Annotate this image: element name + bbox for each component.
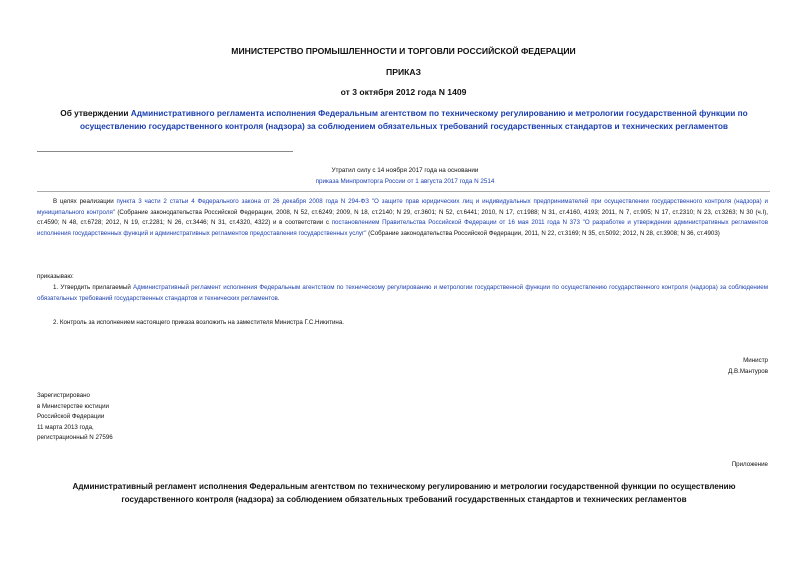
item-1-text-b: . [277,294,280,302]
order-word: приказываю: [37,273,74,280]
order-title [36,107,772,133]
appendix-label: Приложение [731,461,768,468]
item-2: 2. Контроль за исполнением настоящего приказа возложить на заместителя Министра Г.С.Никитина. [53,319,345,326]
status-link[interactable]: приказа Минпромторга России от 1 августа 2017 года N 2514 [315,178,495,185]
signer-name: Д.В.Мантуров [728,368,768,375]
registration-line: 11 марта 2013 года, [37,423,94,431]
p1-text-c: (Собрание законодательства Российской Федерации, 2011, N 22, ст.3169; N 35, ст.5092; 2012, N 28, ст.3908; N 36, ст.4903) [366,229,720,237]
signer-position: Министр [743,357,768,364]
divider-long [37,191,770,192]
decree-373-link[interactable]: постановлением Правительства Российской Федерации от 16 мая 2011 года N 373 "О разработке и утверждении административных регламентов исполнения государственных функций и административных регламентов предоставления государственных услуг" [37,219,768,237]
p1-text-b: (Собрание законодательства Российской Федерации, 2008, N 52, ст.6249; 2009, N 18, ст.2140; N 29, ст.3601; N 52, ст.6441; 2010, N 17, ст.1988; N 31, ст.4160, 4193; 2011, N 7, ст.905; N 17, ст.2310; N 23, ст.3263; N 30 (ч.I), ст.4590; N 48, ст.6728; 2012, N 19, ст.2281; N 26, ст.3446; N 31, ст.4320, 4322) и в соответствии с [37,208,768,226]
p1-text-a: В целях реализации [53,198,117,205]
appendix-title: Административный регламент исполнения Федеральным агентством по техническому регулированию и метрологии государственной функции по осуществлению государственного контроля (надзора) за соблюдением обязательных требований государственных стандартов и технических регламентов [72,482,736,504]
status-note [280,165,530,187]
registration-line: Зарегистрировано [37,392,90,399]
registration-line: Российской Федерации [37,413,105,421]
title-link[interactable]: Административного регламента исполнения Федеральным агентством по техническому регулированию и метрологии государственной функции по осуществлению государственного контроля (надзора) за соблюдением обязательных требований государственных стандартов и технических регламентов [80,108,748,131]
status-line: Утратил силу с 14 ноября 2017 года на основании [331,167,479,174]
ministry-heading: МИНИСТЕРСТВО ПРОМЫШЛЕННОСТИ И ТОРГОВЛИ РОССИЙСКОЙ ФЕДЕРАЦИИ [231,46,576,56]
signature-block [600,355,768,377]
registration-block [37,391,237,444]
title-prefix: Об утверждении [60,108,131,118]
registration-line: регистрационный N 27596 [37,434,113,442]
registration-line: в Министерстве юстиции [37,402,110,410]
item-1-text-a: 1. Утвердить прилагаемый [53,284,134,291]
law-294-link[interactable]: пункта 3 части 2 статьи 4 Федерального закона от 26 декабря 2008 года N 294-ФЗ "О защите прав юридических лиц и индивидуальных предпринимателей при осуществлении государственного контроля (надзора) и муниципального контроля" [37,198,768,216]
date-number: от 3 октября 2012 года N 1409 [340,87,467,97]
regulation-link[interactable]: Административный регламент исполнения Федеральным агентством по техническому регулированию и метрологии государственной функции по осуществлению государственного контроля (надзора) за соблюдением обязательных требований государственных стандартов и технических регламентов [37,284,768,302]
divider-short [37,151,293,152]
preamble-paragraph [37,197,768,239]
item-1 [37,283,768,304]
doc-type-heading: ПРИКАЗ [386,67,421,77]
